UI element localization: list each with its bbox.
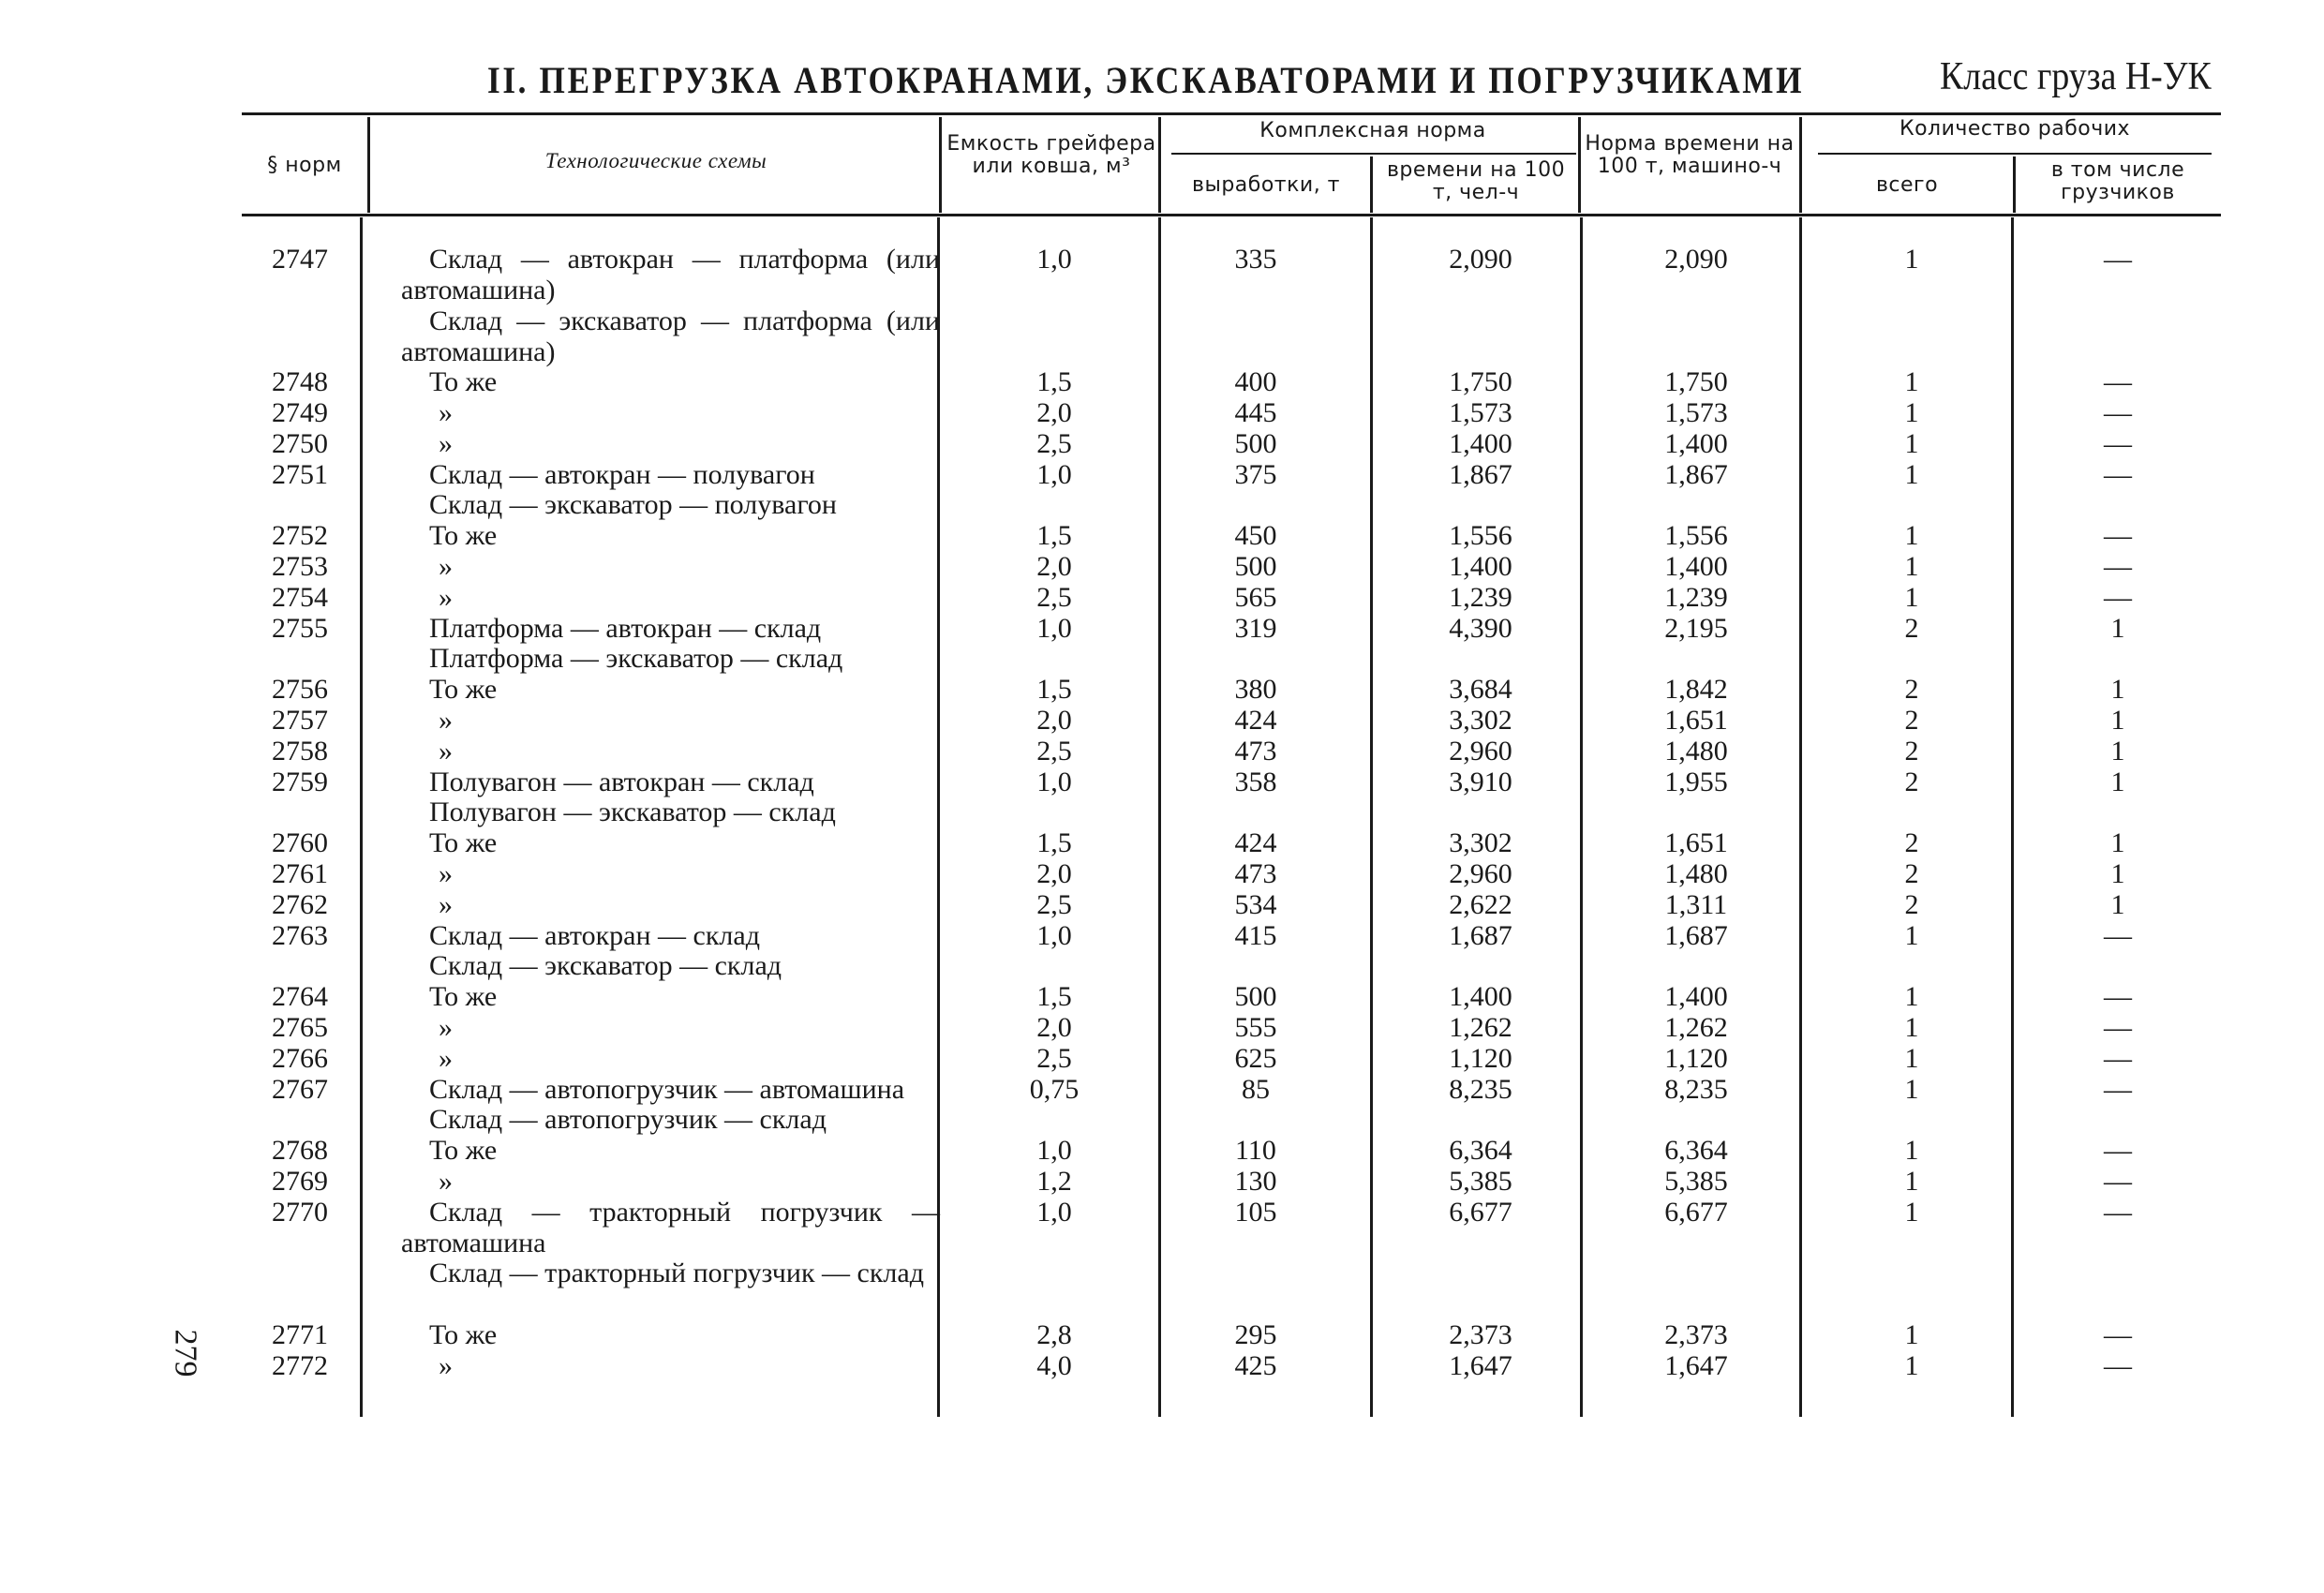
tw-cell: 1,400 [1449, 427, 1512, 459]
code-cell: 2747 [272, 244, 328, 275]
code-cell: 2759 [272, 766, 328, 797]
scheme-cell: Склад — экскаватор — склад [429, 950, 782, 982]
ldr-cell: — [2104, 1349, 2132, 1381]
tw-cell: 3,684 [1449, 674, 1512, 706]
scheme-cell: Склад — автокран — полувагон [429, 458, 815, 490]
ldr-cell: — [2104, 520, 2132, 552]
ldr-cell: 1 [2110, 766, 2125, 797]
out-cell: 85 [1242, 1073, 1270, 1105]
tw-cell: 1,867 [1449, 458, 1512, 490]
complex-norm-rule [1171, 153, 1576, 155]
cap-cell: 1,5 [1036, 366, 1072, 398]
tot-cell: 1 [1904, 1073, 1919, 1105]
out-cell: 500 [1234, 427, 1277, 459]
code-cell: 2753 [272, 551, 328, 582]
scheme-cell: Склад — автопогрузчик — склад [429, 1104, 827, 1136]
ldr-cell: — [2104, 1319, 2132, 1350]
header-capacity: Емкость грейфера или ковша, м³ [946, 132, 1156, 178]
scheme-cell: » [439, 705, 453, 736]
table-row [0, 520, 2324, 551]
scheme-cell: Склад — автокран — склад [429, 919, 760, 951]
tw-cell: 3,302 [1449, 705, 1512, 736]
tw-cell: 5,385 [1449, 1166, 1512, 1197]
tm-cell: 1,651 [1664, 705, 1728, 736]
ldr-cell: — [2104, 244, 2132, 275]
tm-cell: 1,750 [1664, 366, 1728, 398]
tot-cell: 1 [1904, 520, 1919, 552]
code-cell: 2767 [272, 1073, 328, 1105]
tm-cell: 1,651 [1664, 827, 1728, 859]
ldr-cell: — [2104, 1166, 2132, 1197]
table-row [0, 613, 2324, 644]
cap-cell: 1,5 [1036, 520, 1072, 552]
ldr-cell: 1 [2110, 827, 2125, 859]
ldr-cell: — [2104, 1135, 2132, 1167]
tot-cell: 2 [1904, 612, 1919, 644]
ldr-cell: — [2104, 397, 2132, 428]
table-row [0, 1350, 2324, 1381]
ldr-cell: 1 [2110, 735, 2125, 767]
code-cell: 2772 [272, 1349, 328, 1381]
code-cell: 2755 [272, 612, 328, 644]
tm-cell: 1,311 [1664, 888, 1728, 920]
cap-cell: 1,5 [1036, 827, 1072, 859]
code-cell: 2762 [272, 888, 328, 920]
header-bottom-rule [242, 214, 2221, 216]
table-row [0, 920, 2324, 951]
code-cell: 2765 [272, 1012, 328, 1043]
tot-cell: 1 [1904, 581, 1919, 613]
cap-cell: 2,0 [1036, 1012, 1072, 1043]
code-cell: 2754 [272, 581, 328, 613]
table-row [0, 1043, 2324, 1074]
ldr-cell: 1 [2110, 858, 2125, 889]
tw-cell: 1,647 [1449, 1349, 1512, 1381]
tot-cell: 1 [1904, 1012, 1919, 1043]
code-cell: 2758 [272, 735, 328, 767]
tot-cell: 1 [1904, 1166, 1919, 1197]
cap-cell: 2,5 [1036, 427, 1072, 459]
tw-cell: 3,910 [1449, 766, 1512, 797]
ldr-cell: 1 [2110, 705, 2125, 736]
tot-cell: 1 [1904, 397, 1919, 428]
cap-cell: 1,5 [1036, 981, 1072, 1013]
tw-cell: 1,400 [1449, 981, 1512, 1013]
tm-cell: 6,364 [1664, 1135, 1728, 1167]
scheme-cell: » [439, 1349, 453, 1381]
tw-cell: 2,960 [1449, 858, 1512, 889]
scheme-cell: То же [429, 366, 498, 398]
tm-cell: 8,235 [1664, 1073, 1728, 1105]
out-cell: 415 [1234, 919, 1277, 951]
code-cell: 2761 [272, 858, 328, 889]
tot-cell: 1 [1904, 244, 1919, 275]
out-cell: 555 [1234, 1012, 1277, 1043]
tm-cell: 1,842 [1664, 674, 1728, 706]
table-row [0, 1196, 2324, 1258]
ldr-cell: — [2104, 581, 2132, 613]
column-divider [1799, 117, 1802, 213]
ldr-cell: — [2104, 458, 2132, 490]
scheme-cell: Склад — тракторный погрузчик — склад [429, 1258, 924, 1289]
out-cell: 425 [1234, 1349, 1277, 1381]
out-cell: 130 [1234, 1166, 1277, 1197]
tot-cell: 1 [1904, 919, 1919, 951]
tw-cell: 2,373 [1449, 1319, 1512, 1350]
out-cell: 473 [1234, 858, 1277, 889]
code-cell: 2771 [272, 1319, 328, 1350]
cap-cell: 1,0 [1036, 766, 1072, 797]
tw-cell: 6,364 [1449, 1135, 1512, 1167]
table-top-rule [242, 112, 2221, 115]
tm-cell: 1,647 [1664, 1349, 1728, 1381]
scheme-cell: » [439, 581, 453, 613]
code-cell: 2770 [272, 1196, 328, 1228]
header-output: выработки, т [1191, 173, 1340, 197]
scheme-cell: То же [429, 520, 498, 552]
table-row [0, 643, 2324, 674]
tm-cell: 1,687 [1664, 919, 1728, 951]
tm-cell: 2,373 [1664, 1319, 1728, 1350]
header-complex-norm: Комплексная норма [1259, 119, 1486, 142]
scheme-cell: Склад — автопогрузчик — автомашина [429, 1073, 905, 1105]
code-cell: 2766 [272, 1042, 328, 1074]
scheme-cell: » [439, 858, 453, 889]
code-cell: 2769 [272, 1166, 328, 1197]
ldr-cell: — [2104, 1042, 2132, 1074]
tm-cell: 6,677 [1664, 1196, 1728, 1228]
tot-cell: 1 [1904, 1319, 1919, 1350]
column-divider [1370, 156, 1373, 213]
tot-cell: 1 [1904, 366, 1919, 398]
header-loaders: в том числе грузчиков [2050, 158, 2185, 204]
cap-cell: 2,0 [1036, 397, 1072, 428]
out-cell: 295 [1234, 1319, 1277, 1350]
out-cell: 450 [1234, 520, 1277, 552]
out-cell: 358 [1234, 766, 1277, 797]
scheme-cell: » [439, 427, 453, 459]
tm-cell: 1,480 [1664, 735, 1728, 767]
cap-cell: 2,5 [1036, 888, 1072, 920]
code-cell: 2756 [272, 674, 328, 706]
workers-rule [1818, 153, 2212, 155]
table-row [0, 1135, 2324, 1166]
tw-cell: 1,687 [1449, 919, 1512, 951]
cap-cell: 1,0 [1036, 612, 1072, 644]
scheme-cell: Склад — экскаватор — платформа (или автомашина) [401, 305, 940, 367]
table-row [0, 1012, 2324, 1043]
table-row [0, 489, 2324, 520]
tm-cell: 1,480 [1664, 858, 1728, 889]
scheme-cell: То же [429, 1135, 498, 1167]
cap-cell: 1,5 [1036, 674, 1072, 706]
scheme-cell: То же [429, 827, 498, 859]
tw-cell: 6,677 [1449, 1196, 1512, 1228]
tm-cell: 1,867 [1664, 458, 1728, 490]
scheme-cell: Платформа — автокран — склад [429, 612, 822, 644]
header-norm: § норм [267, 154, 342, 177]
scheme-cell: » [439, 551, 453, 582]
out-cell: 565 [1234, 581, 1277, 613]
table-row [0, 428, 2324, 459]
out-cell: 500 [1234, 551, 1277, 582]
tot-cell: 2 [1904, 858, 1919, 889]
ldr-cell: 1 [2110, 612, 2125, 644]
header-workers: Количество рабочих [1899, 117, 2131, 141]
out-cell: 473 [1234, 735, 1277, 767]
code-cell: 2760 [272, 827, 328, 859]
cap-cell: 1,0 [1036, 1135, 1072, 1167]
tm-cell: 1,955 [1664, 766, 1728, 797]
ldr-cell: — [2104, 919, 2132, 951]
page-number: 279 [168, 1329, 203, 1377]
code-cell: 2751 [272, 458, 328, 490]
table-row [0, 1104, 2324, 1135]
tw-cell: 1,262 [1449, 1012, 1512, 1043]
cap-cell: 1,0 [1036, 244, 1072, 275]
out-cell: 105 [1234, 1196, 1277, 1228]
cap-cell: 2,8 [1036, 1319, 1072, 1350]
cap-cell: 1,2 [1036, 1166, 1072, 1197]
header-time-worker: времени на 100 т, чел-ч [1386, 158, 1566, 204]
table-row [0, 981, 2324, 1012]
tot-cell: 1 [1904, 551, 1919, 582]
tw-cell: 1,120 [1449, 1042, 1512, 1074]
table-row [0, 1319, 2324, 1350]
header-schemes: Технологические схемы [544, 149, 767, 172]
cap-cell: 1,0 [1036, 1196, 1072, 1228]
table-row [0, 858, 2324, 889]
code-cell: 2750 [272, 427, 328, 459]
column-divider [1158, 117, 1161, 213]
page-title: II. ПЕРЕГРУЗКА АВТОКРАНАМИ, ЭКСКАВАТОРАМИ И ПОГРУЗЧИКАМИ [487, 59, 1805, 101]
tm-cell: 1,400 [1664, 427, 1728, 459]
tw-cell: 4,390 [1449, 612, 1512, 644]
ldr-cell: 1 [2110, 888, 2125, 920]
cap-cell: 4,0 [1036, 1349, 1072, 1381]
tm-cell: 1,400 [1664, 981, 1728, 1013]
scheme-cell: » [439, 1166, 453, 1197]
scheme-cell: » [439, 1012, 453, 1043]
scheme-cell: То же [429, 981, 498, 1013]
table-row [0, 950, 2324, 981]
tot-cell: 2 [1904, 674, 1919, 706]
column-divider [2013, 156, 2016, 213]
tot-cell: 1 [1904, 427, 1919, 459]
scheme-cell: » [439, 735, 453, 767]
out-cell: 500 [1234, 981, 1277, 1013]
tot-cell: 1 [1904, 458, 1919, 490]
scheme-cell: То же [429, 674, 498, 706]
out-cell: 625 [1234, 1042, 1277, 1074]
cap-cell: 2,0 [1036, 705, 1072, 736]
table-row [0, 796, 2324, 827]
tw-cell: 1,400 [1449, 551, 1512, 582]
cap-cell: 2,5 [1036, 735, 1072, 767]
tot-cell: 2 [1904, 766, 1919, 797]
table-row [0, 767, 2324, 797]
tot-cell: 1 [1904, 1196, 1919, 1228]
table-row [0, 827, 2324, 858]
tot-cell: 1 [1904, 981, 1919, 1013]
out-cell: 534 [1234, 888, 1277, 920]
out-cell: 445 [1234, 397, 1277, 428]
table-row [0, 1074, 2324, 1105]
tot-cell: 1 [1904, 1135, 1919, 1167]
table-row [0, 459, 2324, 490]
tw-cell: 2,622 [1449, 888, 1512, 920]
header-total: всего [1875, 173, 1939, 197]
code-cell: 2763 [272, 919, 328, 951]
scheme-cell: Полувагон — автокран — склад [429, 766, 814, 797]
cap-cell: 1,0 [1036, 458, 1072, 490]
scheme-cell: Полувагон — экскаватор — склад [429, 796, 836, 828]
ldr-cell: — [2104, 1073, 2132, 1105]
table-row [0, 889, 2324, 920]
tm-cell: 1,556 [1664, 520, 1728, 552]
cap-cell: 2,5 [1036, 581, 1072, 613]
tw-cell: 3,302 [1449, 827, 1512, 859]
tot-cell: 2 [1904, 705, 1919, 736]
ldr-cell: — [2104, 427, 2132, 459]
cap-cell: 2,0 [1036, 858, 1072, 889]
scheme-cell: То же [429, 1319, 498, 1350]
tm-cell: 1,239 [1664, 581, 1728, 613]
ldr-cell: 1 [2110, 674, 2125, 706]
tm-cell: 1,120 [1664, 1042, 1728, 1074]
tm-cell: 2,090 [1664, 244, 1728, 275]
code-cell: 2752 [272, 520, 328, 552]
cap-cell: 1,0 [1036, 919, 1072, 951]
tw-cell: 2,090 [1449, 244, 1512, 275]
tm-cell: 1,573 [1664, 397, 1728, 428]
table-row [0, 582, 2324, 613]
tot-cell: 2 [1904, 827, 1919, 859]
out-cell: 380 [1234, 674, 1277, 706]
tw-cell: 1,239 [1449, 581, 1512, 613]
scheme-cell: Склад — автокран — платформа (или автомашина) [401, 244, 940, 305]
scheme-cell: » [439, 888, 453, 920]
table-row [0, 244, 2324, 305]
cap-cell: 2,0 [1036, 551, 1072, 582]
tm-cell: 1,262 [1664, 1012, 1728, 1043]
header-time-machine: Норма времени на 100 т, машино-ч [1585, 132, 1795, 178]
scheme-cell: Склад — тракторный погрузчик — автомашина [401, 1196, 940, 1258]
ldr-cell: — [2104, 551, 2132, 582]
tw-cell: 8,235 [1449, 1073, 1512, 1105]
table-row [0, 305, 2324, 367]
column-divider [1578, 117, 1581, 213]
tm-cell: 1,400 [1664, 551, 1728, 582]
table-row [0, 1166, 2324, 1197]
table-row [0, 551, 2324, 582]
out-cell: 400 [1234, 366, 1277, 398]
table-row [0, 705, 2324, 736]
out-cell: 319 [1234, 612, 1277, 644]
ldr-cell: — [2104, 366, 2132, 398]
out-cell: 110 [1235, 1135, 1276, 1167]
tot-cell: 2 [1904, 888, 1919, 920]
scheme-cell: » [439, 397, 453, 428]
table-row [0, 366, 2324, 397]
out-cell: 375 [1234, 458, 1277, 490]
tot-cell: 1 [1904, 1349, 1919, 1381]
tot-cell: 1 [1904, 1042, 1919, 1074]
table-row [0, 736, 2324, 767]
ldr-cell: — [2104, 981, 2132, 1013]
ldr-cell: — [2104, 1012, 2132, 1043]
table-row [0, 1258, 2324, 1288]
column-divider [367, 117, 370, 213]
cap-cell: 2,5 [1036, 1042, 1072, 1074]
tw-cell: 1,750 [1449, 366, 1512, 398]
out-cell: 424 [1234, 705, 1277, 736]
tw-cell: 2,960 [1449, 735, 1512, 767]
out-cell: 424 [1234, 827, 1277, 859]
table-row [0, 674, 2324, 705]
code-cell: 2748 [272, 366, 328, 398]
scheme-cell: Платформа — экскаватор — склад [429, 643, 843, 675]
code-cell: 2749 [272, 397, 328, 428]
tot-cell: 2 [1904, 735, 1919, 767]
ldr-cell: — [2104, 1196, 2132, 1228]
code-cell: 2757 [272, 705, 328, 736]
out-cell: 335 [1234, 244, 1277, 275]
scheme-cell: Склад — экскаватор — полувагон [429, 489, 837, 521]
cargo-class-label: Класс груза Н-УК [1940, 55, 2212, 98]
table-row [0, 397, 2324, 428]
column-divider [939, 117, 942, 213]
cap-cell: 0,75 [1029, 1073, 1080, 1105]
tw-cell: 1,573 [1449, 397, 1512, 428]
tm-cell: 5,385 [1664, 1166, 1728, 1197]
scheme-cell: » [439, 1042, 453, 1074]
code-cell: 2768 [272, 1135, 328, 1167]
code-cell: 2764 [272, 981, 328, 1013]
tw-cell: 1,556 [1449, 520, 1512, 552]
tm-cell: 2,195 [1664, 612, 1728, 644]
